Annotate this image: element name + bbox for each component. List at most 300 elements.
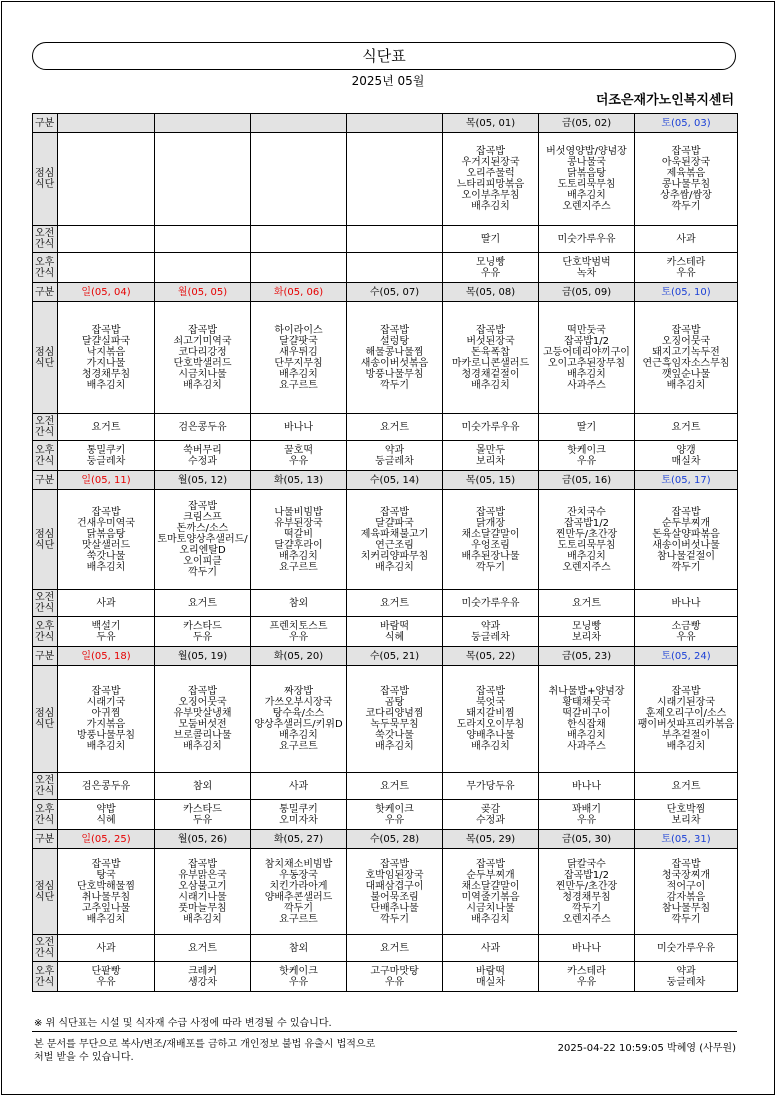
text-line: 잡곡밥	[188, 858, 217, 870]
am-cell	[347, 935, 443, 962]
pm-cell	[539, 253, 635, 283]
text-line: 요거트	[188, 942, 217, 954]
day-header: 화(05, 27)	[251, 830, 347, 849]
text-line: 녹차	[576, 267, 597, 279]
text-line: 깍두기	[380, 913, 409, 925]
lunch-cell	[251, 849, 347, 935]
am-cell	[539, 226, 635, 253]
pm-label	[33, 441, 58, 471]
am-cell	[155, 590, 251, 617]
text-line: 참외	[288, 942, 309, 954]
am-cell	[539, 414, 635, 441]
pm-cell	[635, 800, 738, 830]
am-cell	[635, 590, 738, 617]
text-line: 잡곡밥	[188, 501, 217, 512]
text-line: 낙지볶음	[86, 346, 126, 358]
pm-cell	[155, 253, 251, 283]
text-line: 오전	[35, 937, 55, 948]
text-line: 단호박샐러드	[173, 357, 232, 369]
text-line: 우유	[384, 814, 405, 826]
am-cell	[635, 226, 738, 253]
text-line: 배추김치	[86, 913, 126, 925]
text-line: 우동장국	[279, 869, 318, 881]
pm-cell	[251, 800, 347, 830]
pm-cell	[251, 617, 347, 647]
lunch-label	[33, 849, 58, 935]
text-line: 단호박찜	[666, 803, 706, 815]
text-line: 오리주물럭	[466, 168, 515, 179]
am-cell	[635, 935, 738, 962]
am-cell	[539, 590, 635, 617]
text-line: 잡곡밥	[91, 324, 121, 336]
text-line: 달걀파국	[375, 517, 414, 529]
gubun-label: 구분	[33, 830, 58, 849]
text-line: 달걀실파국	[81, 335, 131, 347]
gubun-label: 구분	[33, 471, 58, 490]
pm-cell	[58, 800, 155, 830]
text-line: 사과	[288, 780, 309, 792]
text-line: 두유	[192, 631, 213, 643]
text-line: 요구르트	[279, 379, 318, 391]
lunch-cell	[251, 133, 347, 226]
text-line: 배추김치	[666, 379, 706, 391]
text-line: 코다리강정	[178, 346, 227, 358]
gubun-label: 구분	[33, 647, 58, 666]
day-header: 수(05, 14)	[347, 471, 443, 490]
text-line: 시래기국	[86, 697, 126, 708]
change-notice: ※ 위 식단표는 시설 및 식자재 수급 사정에 따라 변경될 수 있습니다.	[34, 1018, 332, 1029]
lunch-row	[33, 666, 738, 773]
text-line: 요구르트	[279, 741, 318, 752]
text-line: 오후	[35, 620, 55, 632]
day-header: 일(05, 11)	[58, 471, 155, 490]
text-line: 둥글레차	[666, 976, 706, 988]
text-line: 배추김치	[375, 741, 414, 752]
lunch-label	[33, 133, 58, 226]
text-line: 돈육폭찹	[471, 346, 510, 358]
text-line: 아욱된장국	[661, 157, 711, 168]
text-line: 곶감	[480, 803, 501, 815]
text-line: 잡곡밥	[476, 686, 505, 697]
text-line: 본 문서를 무단으로 복사/변조/재배포를 금하고 개인정보 불법 유출시 법적으로	[34, 1039, 376, 1050]
day-header	[58, 114, 155, 133]
text-line: 돈까스/소스	[176, 523, 229, 534]
week-header-row	[33, 830, 738, 849]
lunch-cell	[347, 849, 443, 935]
pm-cell	[347, 617, 443, 647]
text-line: 양상추샐러드/키위D	[254, 719, 343, 730]
text-line: 양갱	[676, 444, 696, 456]
text-line: 약과	[480, 620, 501, 632]
text-line: 잡곡밥	[91, 686, 121, 697]
text-line: 새송이버섯볶음	[360, 357, 429, 369]
text-line: 아귀찜	[91, 708, 121, 719]
text-line: 모닝빵	[476, 256, 505, 268]
am-cell	[58, 773, 155, 800]
pm-cell	[155, 617, 251, 647]
lunch-cell	[58, 490, 155, 590]
text-line: 채소달걀말이	[461, 528, 520, 540]
copyright-notice	[34, 1038, 375, 1064]
week-header-row	[33, 114, 738, 133]
text-line: 약과	[676, 965, 696, 977]
am-cell	[58, 414, 155, 441]
text-line: 참나물무침	[661, 902, 711, 914]
lunch-cell	[635, 490, 738, 590]
text-line: 간식	[35, 603, 55, 614]
text-line: 오후	[35, 965, 55, 977]
lunch-cell	[251, 490, 347, 590]
text-line: 대패삼겹구이	[365, 880, 424, 892]
text-line: 꽈배기	[572, 803, 601, 815]
text-line: 시래기나물	[178, 891, 227, 903]
text-line: 사과	[96, 942, 116, 954]
text-line: 무가당두유	[466, 780, 515, 792]
text-line: 바나나	[572, 780, 601, 792]
text-line: 돼지갈비찜	[466, 708, 515, 719]
text-line: 제육볶음	[666, 168, 706, 179]
am-label	[33, 590, 58, 617]
text-line: 단호박해물찜	[77, 880, 135, 892]
pm-cell	[443, 962, 539, 992]
text-line: 미숫가루우유	[461, 421, 520, 433]
text-line: 사과주스	[567, 379, 606, 391]
text-line: 코다리양념찜	[365, 708, 424, 719]
lunch-cell	[155, 666, 251, 773]
am-row	[33, 226, 738, 253]
text-line: 잡곡밥	[476, 146, 505, 157]
text-line: 크레커	[188, 965, 217, 977]
text-line: 방풍나물무침	[77, 730, 135, 741]
text-line: 참치채소비빔밥	[264, 858, 333, 870]
text-line: 수정과	[188, 455, 217, 467]
text-line: 우유	[576, 814, 597, 826]
text-line: 유부맛살냉채	[173, 708, 232, 719]
text-line: 찐만두/초간장	[555, 528, 618, 540]
lunch-cell	[539, 133, 635, 226]
day-header: 월(05, 26)	[155, 830, 251, 849]
text-line: 콩나물국	[567, 157, 606, 168]
text-line: 요구르트	[279, 913, 318, 925]
text-line: 잡곡밥	[671, 506, 701, 518]
text-line: 식단	[35, 719, 55, 730]
text-line: 식단	[35, 891, 55, 903]
text-line: 방풍나물무침	[365, 368, 424, 380]
text-line: 배추김치	[471, 379, 510, 391]
text-line: 고추잎나물	[81, 902, 131, 914]
text-line: 설렁탕	[380, 335, 409, 347]
day-header	[251, 114, 347, 133]
text-line: 취나물무침	[81, 891, 131, 903]
text-line: 보리차	[671, 814, 701, 826]
pm-cell	[635, 253, 738, 283]
text-line: 해물콩나물찜	[365, 346, 424, 358]
text-line: 닭칼국수	[567, 858, 606, 870]
am-cell	[251, 935, 347, 962]
text-line: 오렌지주스	[562, 561, 611, 573]
text-line: 단무지무침	[274, 357, 323, 369]
text-line: 연근조림	[375, 539, 414, 551]
lunch-cell	[347, 302, 443, 414]
text-line: 약밥	[96, 803, 116, 815]
lunch-cell	[347, 133, 443, 226]
text-line: 요거트	[380, 597, 409, 609]
am-row	[33, 773, 738, 800]
text-line: 매실차	[671, 455, 701, 467]
text-line: 유부된장국	[274, 517, 323, 529]
lunch-cell	[635, 849, 738, 935]
text-line: 잡곡밥1/2	[563, 517, 610, 529]
lunch-cell	[443, 849, 539, 935]
week-header-row	[33, 471, 738, 490]
text-line: 우유	[576, 976, 597, 988]
text-line: 몰만두	[476, 444, 505, 456]
day-header: 월(05, 05)	[155, 283, 251, 302]
text-line: 쑥갓나물	[86, 550, 126, 562]
text-line: 가지볶음	[86, 719, 126, 730]
text-line: 닭볶음탕	[567, 168, 606, 179]
text-line: 한식잡채	[567, 719, 606, 730]
text-line: 딸기	[480, 233, 501, 245]
lunch-cell	[347, 490, 443, 590]
print-stamp: 2025-04-22 10:59:05 박혜영 (사무원)	[557, 1043, 736, 1054]
text-line: 둥글레차	[471, 631, 510, 643]
text-line: 배추김치	[471, 201, 510, 212]
am-cell	[251, 226, 347, 253]
text-line: 우유	[480, 267, 501, 279]
text-line: 오삼불고기	[178, 880, 227, 892]
am-cell	[251, 773, 347, 800]
pm-cell	[58, 441, 155, 471]
text-line: 청국장찌개	[661, 869, 711, 881]
text-line: 잡곡밥	[476, 324, 505, 336]
text-line: 배추김치	[471, 913, 510, 925]
text-line: 달걀팟국	[279, 335, 318, 347]
text-line: 배추김치	[666, 741, 706, 752]
text-line: 식단	[35, 179, 55, 190]
text-line: 미역줄기볶음	[461, 891, 520, 903]
day-header: 금(05, 30)	[539, 830, 635, 849]
day-header: 화(05, 13)	[251, 471, 347, 490]
lunch-cell	[58, 302, 155, 414]
text-line: 두유	[192, 814, 213, 826]
text-line: 잡곡밥	[671, 146, 701, 157]
text-line: 생강차	[188, 976, 217, 988]
am-cell	[347, 590, 443, 617]
text-line: 바나나	[284, 421, 313, 433]
text-line: 도토리묵무침	[557, 539, 616, 551]
day-header: 목(05, 29)	[443, 830, 539, 849]
text-line: 미숫가루우유	[557, 233, 616, 245]
lunch-row	[33, 302, 738, 414]
pm-cell	[347, 962, 443, 992]
text-line: 식혜	[384, 631, 405, 643]
text-line: 배추김치	[86, 741, 126, 752]
am-cell	[443, 414, 539, 441]
text-line: 요거트	[380, 942, 409, 954]
text-line: 치킨가라아게	[269, 880, 328, 892]
text-line: 달걀후라이	[274, 539, 323, 551]
text-line: 상추쌈/쌈장	[660, 190, 712, 201]
text-line: 배추김치	[567, 730, 606, 741]
lunch-row	[33, 490, 738, 590]
am-cell	[347, 773, 443, 800]
day-header: 목(05, 08)	[443, 283, 539, 302]
text-line: 간식	[35, 631, 55, 643]
lunch-cell	[539, 849, 635, 935]
text-line: 우엉조림	[471, 539, 510, 551]
text-line: 식혜	[96, 814, 116, 826]
text-line: 우유	[96, 976, 116, 988]
text-line: 콩나물무침	[661, 179, 711, 190]
text-line: 닭볶음탕	[86, 528, 126, 540]
text-line: 간식	[35, 814, 55, 826]
text-line: 고구마맛탕	[370, 965, 419, 977]
text-line: 치커리양파무침	[360, 550, 429, 562]
text-line: 핫케이크	[375, 803, 414, 815]
am-cell	[155, 414, 251, 441]
text-line: 가지나물	[86, 357, 126, 369]
text-line: 버섯된장국	[466, 335, 515, 347]
text-line: 잡곡밥	[380, 506, 409, 518]
month-subtitle: 2025년 05월	[351, 74, 425, 88]
text-line: 요거트	[671, 780, 701, 792]
lunch-cell	[635, 133, 738, 226]
text-line: 요거트	[572, 597, 601, 609]
text-line: 쑥갓나물	[375, 730, 414, 741]
text-line: 둥글레차	[375, 455, 414, 467]
lunch-cell	[347, 666, 443, 773]
pm-cell	[635, 962, 738, 992]
pm-label	[33, 962, 58, 992]
text-line: 잡곡밥	[380, 324, 409, 336]
text-line: 오이고추된장무침	[547, 357, 626, 369]
text-line: 검은콩두유	[81, 780, 131, 792]
text-line: 잡곡밥	[380, 858, 409, 870]
am-row	[33, 414, 738, 441]
text-line: 점심	[35, 168, 55, 179]
text-line: 참외	[192, 780, 213, 792]
text-line: 순두부찌개	[661, 517, 711, 529]
text-line: 녹두묵무침	[370, 719, 419, 730]
am-cell	[347, 226, 443, 253]
lunch-cell	[443, 302, 539, 414]
pm-cell	[251, 253, 347, 283]
text-line: 떡갈비	[284, 528, 313, 540]
text-line: 사과	[676, 233, 696, 245]
pm-cell	[347, 441, 443, 471]
text-line: 사과주스	[567, 741, 606, 752]
text-line: 소금빵	[671, 620, 701, 632]
text-line: 잡곡밥	[188, 686, 217, 697]
text-line: 오이부추무침	[461, 190, 520, 201]
meal-table	[32, 113, 738, 992]
day-header: 토(05, 17)	[635, 471, 738, 490]
text-line: 잡곡밥	[91, 858, 121, 870]
pm-cell	[539, 800, 635, 830]
text-line: 적어구이	[666, 880, 706, 892]
text-line: 마카로니콘샐러드	[451, 357, 530, 369]
text-line: 하이라이스	[274, 324, 323, 336]
text-line: 수정과	[476, 814, 505, 826]
text-line: 탕국	[96, 869, 116, 881]
text-line: 요거트	[380, 421, 409, 433]
text-line: 꿀호떡	[284, 444, 313, 456]
text-line: 배추김치	[279, 550, 318, 562]
text-line: 통밀쿠키	[279, 803, 318, 815]
text-line: 도라지오이무침	[456, 719, 525, 730]
text-line: 미숫가루우유	[657, 942, 715, 954]
text-line: 핫케이크	[279, 965, 318, 977]
text-line: 잔치국수	[567, 506, 606, 518]
text-line: 나물비빔밥	[274, 506, 323, 518]
text-line: 떡만둣국	[567, 324, 606, 336]
pm-cell	[58, 617, 155, 647]
text-line: 찐만두/초간장	[555, 880, 618, 892]
text-line: 잡곡밥1/2	[563, 869, 610, 881]
day-header: 목(05, 15)	[443, 471, 539, 490]
organization-name: 더조은재가노인복지센터	[595, 93, 734, 108]
am-cell	[443, 935, 539, 962]
lunch-cell	[635, 302, 738, 414]
text-line: 연근흑임자소스무침	[642, 357, 730, 369]
text-line: 오후	[35, 256, 55, 268]
lunch-cell	[539, 302, 635, 414]
text-line: 배추김치	[567, 190, 606, 201]
text-line: 황태채뭇국	[562, 697, 611, 708]
am-cell	[539, 773, 635, 800]
text-line: 배추김치	[471, 741, 510, 752]
text-line: 청경채무침	[81, 368, 131, 380]
day-header: 수(05, 21)	[347, 647, 443, 666]
pm-cell	[251, 441, 347, 471]
text-line: 오후	[35, 803, 55, 815]
pm-row	[33, 441, 738, 471]
text-line: 약과	[384, 444, 405, 456]
pm-row	[33, 253, 738, 283]
text-line: 매실차	[476, 976, 505, 988]
lunch-cell	[155, 849, 251, 935]
text-line: 시래기된장국	[657, 697, 715, 708]
pm-cell	[155, 441, 251, 471]
pm-cell	[155, 800, 251, 830]
text-line: 카스테라	[666, 256, 706, 268]
pm-cell	[443, 441, 539, 471]
day-header: 화(05, 20)	[251, 647, 347, 666]
text-line: 느타리피망볶음	[456, 179, 525, 190]
text-line: 요거트	[380, 780, 409, 792]
text-line: 깍두기	[188, 567, 217, 578]
text-line: 깍두기	[284, 902, 313, 914]
am-cell	[58, 590, 155, 617]
text-line: 오전	[35, 775, 55, 786]
day-header: 금(05, 16)	[539, 471, 635, 490]
pm-row	[33, 962, 738, 992]
text-line: 크림스프	[183, 512, 222, 523]
text-line: 바람떡	[380, 620, 409, 632]
pm-cell	[443, 800, 539, 830]
text-line: 깍두기	[671, 201, 701, 212]
text-line: 오이피클	[183, 556, 222, 567]
am-cell	[443, 226, 539, 253]
text-line: 잡곡밥	[671, 324, 701, 336]
text-line: 간식	[35, 976, 55, 988]
text-line: 배추김치	[183, 913, 222, 925]
text-line: 배추김치	[567, 368, 606, 380]
am-label	[33, 226, 58, 253]
text-line: 잡곡밥1/2	[563, 335, 610, 347]
lunch-cell	[58, 133, 155, 226]
